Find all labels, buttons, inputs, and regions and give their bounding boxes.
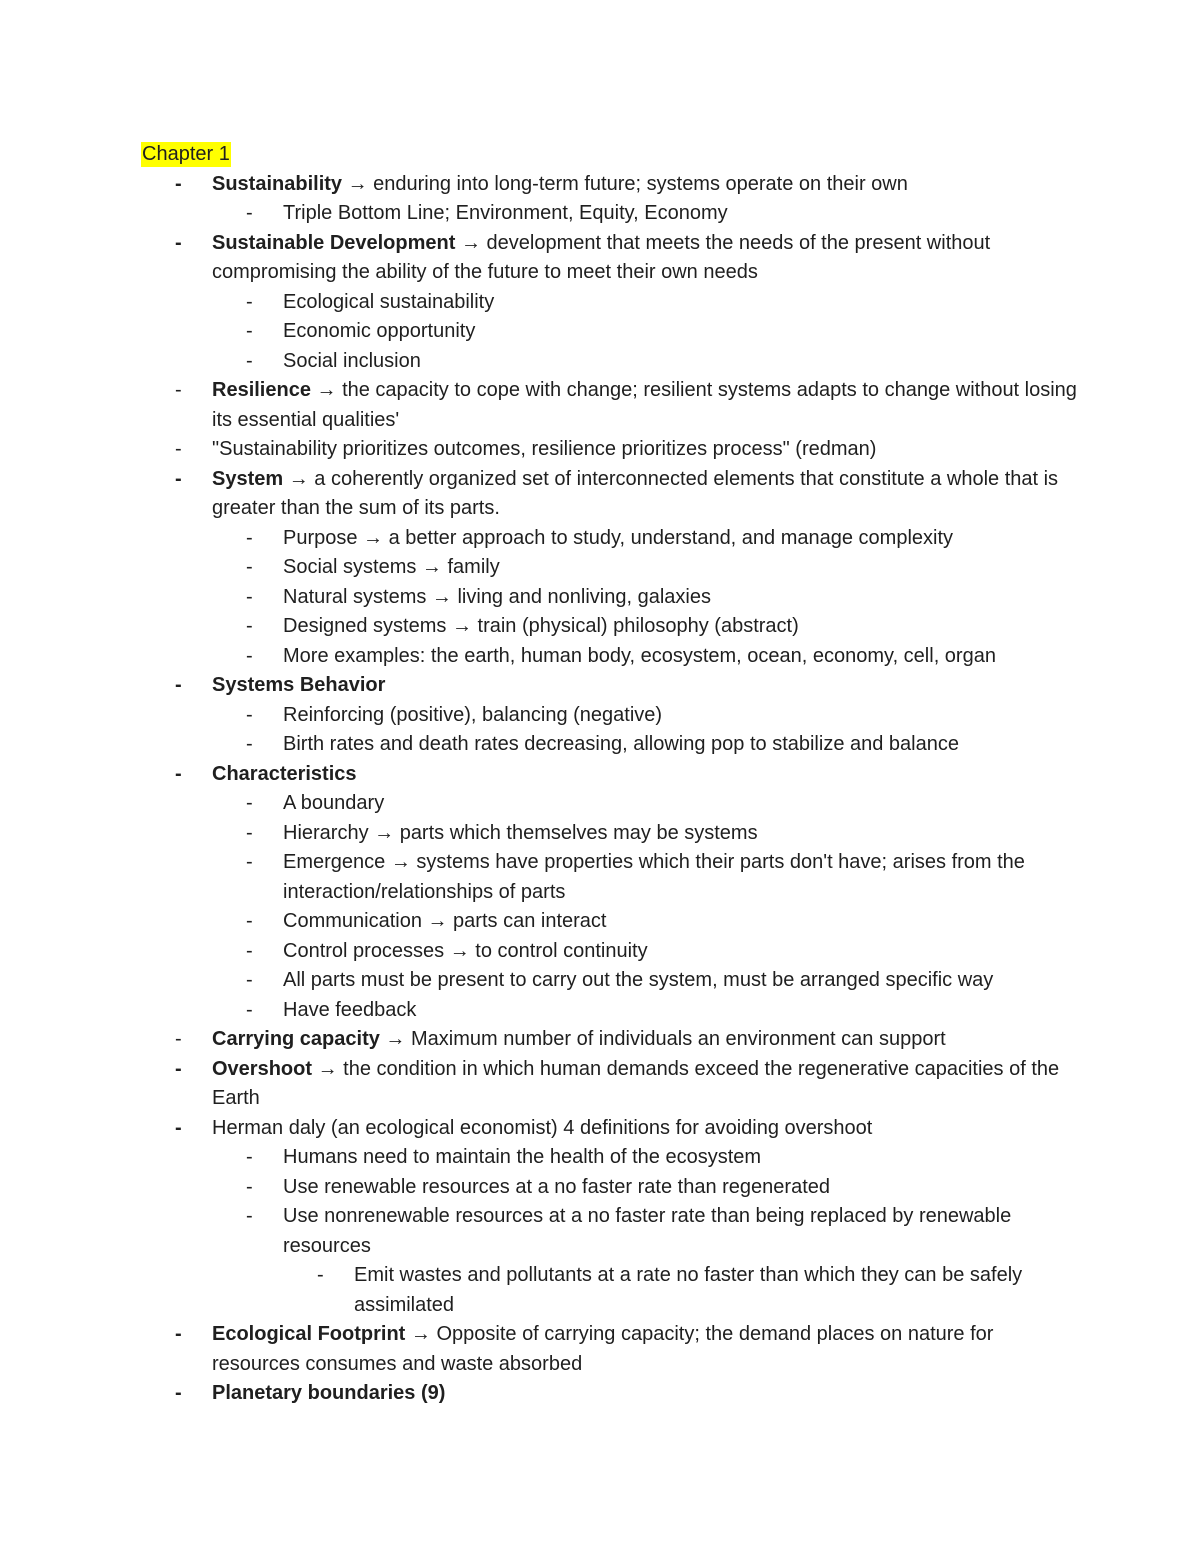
list-item: [212, 288, 1081, 318]
list-item: [212, 612, 1081, 642]
list-item-text: Emit wastes and pollutants at a rate no faster than which they can be safely assimilated: [354, 1264, 1023, 1316]
outline-item: [141, 465, 1081, 672]
definition-term: Overshoot: [212, 1057, 313, 1080]
list-item-text: Purpose → a better approach to study, understand, and manage complexity: [283, 526, 954, 549]
definition-term: Planetary boundaries (9): [212, 1382, 446, 1404]
list-bullet-dash: -: [246, 703, 253, 726]
outline-item: [141, 229, 1081, 377]
definition-term: Systems Behavior: [212, 674, 386, 696]
list-item: [212, 642, 1081, 672]
sub-sub-list: [283, 1261, 1081, 1320]
outline-item-line: [212, 1025, 1081, 1055]
list-bullet-dash: -: [246, 556, 253, 578]
definition-text: Herman daly (an ecological economist) 4 definitions for avoiding overshoot: [212, 1116, 873, 1139]
outline-item: [141, 1379, 1081, 1409]
list-item: [212, 347, 1081, 377]
list-bullet-dash: -: [246, 969, 253, 991]
list-item: [212, 1143, 1081, 1173]
list-bullet-dash: -: [175, 438, 182, 460]
list-item-text: Humans need to maintain the health of the ecosystem: [283, 1146, 762, 1168]
list-bullet-dash: -: [246, 585, 253, 608]
list-bullet-dash: -: [246, 526, 253, 549]
outline-item: [141, 170, 1081, 229]
list-bullet-dash: -: [246, 320, 253, 342]
list-bullet-dash: -: [246, 349, 253, 372]
outline-item: [141, 1320, 1081, 1379]
list-bullet-dash: -: [175, 379, 182, 401]
list-bullet-dash: -: [246, 851, 253, 873]
list-bullet-dash: -: [317, 1264, 324, 1286]
list-item: [212, 1202, 1081, 1320]
outline-item-line: [212, 1055, 1081, 1114]
sub-list: [212, 524, 1081, 672]
list-item-text: Designed systems → train (physical) philosophy (abstract): [283, 615, 799, 637]
sub-list: [212, 789, 1081, 1025]
chapter-heading-text: Chapter 1: [142, 143, 230, 165]
list-item: [212, 1173, 1081, 1203]
outline-item: [141, 671, 1081, 760]
list-item-text: Ecological sustainability: [283, 290, 495, 313]
list-item: [212, 907, 1081, 937]
list-bullet-dash: -: [246, 615, 253, 637]
list-item: [212, 819, 1081, 849]
definition-text: → Maximum number of individuals an environment can support: [379, 1028, 946, 1050]
list-bullet-dash: -: [175, 172, 182, 195]
outline-item-line: [212, 170, 1081, 200]
list-item-text: Social inclusion: [283, 349, 421, 372]
list-bullet-dash: -: [246, 290, 253, 313]
list-item: [212, 937, 1081, 967]
definition-text: → Opposite of carrying capacity; the demand places on nature for resources consumes and waste absorbed: [212, 1323, 994, 1375]
list-item: [212, 966, 1081, 996]
list-bullet-dash: -: [175, 762, 182, 785]
list-bullet-dash: -: [246, 1146, 253, 1168]
outline-item-line: [212, 229, 1081, 288]
list-item-text: More examples: the earth, human body, ecosystem, ocean, economy, cell, organ: [283, 644, 996, 667]
outline-item-line: [212, 1114, 1081, 1144]
list-item: [212, 199, 1081, 229]
definition-text: "Sustainability prioritizes outcomes, resilience prioritizes process" (redman): [212, 438, 877, 460]
list-bullet-dash: -: [175, 231, 182, 254]
list-bullet-dash: -: [175, 1323, 182, 1345]
list-item-text: Economic opportunity: [283, 320, 476, 342]
list-item-text: Natural systems → living and nonliving, galaxies: [283, 585, 711, 608]
document-body: [141, 140, 1081, 1409]
definition-text: → enduring into long-term future; systems operate on their own: [342, 172, 908, 195]
list-bullet-dash: -: [246, 939, 253, 962]
list-bullet-dash: -: [246, 202, 253, 224]
definition-term: Sustainability: [212, 172, 343, 195]
list-item-text: Have feedback: [283, 998, 417, 1021]
list-item-text: Birth rates and death rates decreasing, allowing pop to stabilize and balance: [283, 733, 959, 755]
list-item: [212, 848, 1081, 907]
outline-item-line: [212, 1320, 1081, 1379]
sub-list: [212, 701, 1081, 760]
list-item-text: Control processes → to control continuity: [283, 939, 648, 962]
list-bullet-dash: -: [175, 467, 182, 490]
definition-term: Carrying capacity: [212, 1028, 380, 1050]
outline-item: [141, 376, 1081, 435]
list-bullet-dash: -: [246, 910, 253, 932]
list-bullet-dash: -: [175, 1382, 182, 1404]
list-item: [212, 789, 1081, 819]
list-item: [212, 583, 1081, 613]
outline-item-line: [212, 1379, 1081, 1409]
definition-text: → the capacity to cope with change; resilient systems adapts to change without losing its essential qualities': [212, 379, 1077, 431]
list-item: [212, 317, 1081, 347]
list-item-text: Triple Bottom Line; Environment, Equity, Economy: [283, 202, 728, 224]
list-bullet-dash: -: [246, 998, 253, 1021]
list-item-text: A boundary: [283, 792, 385, 814]
list-item-text: Social systems → family: [283, 556, 500, 578]
list-item: [212, 553, 1081, 583]
list-bullet-dash: -: [246, 821, 253, 844]
list-item-text: Hierarchy → parts which themselves may be systems: [283, 821, 758, 844]
list-bullet-dash: -: [175, 674, 182, 696]
definition-term: Characteristics: [212, 762, 357, 785]
definition-text: → development that meets the needs of the present without compromising the ability of the future to meet their own needs: [212, 231, 991, 283]
outline-item-line: [212, 465, 1081, 524]
list-item: [212, 996, 1081, 1026]
list-bullet-dash: -: [246, 644, 253, 667]
outline-item: [141, 435, 1081, 465]
list-item-text: All parts must be present to carry out the system, must be arranged specific way: [283, 969, 994, 991]
list-item-text: Use renewable resources at a no faster rate than regenerated: [283, 1175, 830, 1198]
outline-item: [141, 1055, 1081, 1114]
list-item: [212, 524, 1081, 554]
list-bullet-dash: -: [246, 1205, 253, 1227]
outline-list: [141, 170, 1081, 1409]
list-bullet-dash: -: [246, 1175, 253, 1198]
list-bullet-dash: -: [246, 792, 253, 814]
outline-item-line: [212, 671, 1081, 701]
definition-term: Resilience: [212, 379, 311, 401]
list-item: [212, 701, 1081, 731]
definition-term: Ecological Footprint: [212, 1323, 406, 1345]
list-bullet-dash: -: [175, 1028, 182, 1050]
list-bullet-dash: -: [175, 1057, 182, 1080]
outline-item-line: [212, 435, 1081, 465]
list-item-text: Emergence → systems have properties which their parts don't have; arises from the interaction/relationships of parts: [283, 851, 1025, 903]
list-item-text: Use nonrenewable resources at a no faster rate than being replaced by renewable resources: [283, 1205, 1012, 1257]
list-bullet-dash: -: [246, 733, 253, 755]
outline-item: [141, 1025, 1081, 1055]
outline-item: [141, 1114, 1081, 1321]
definition-term: System: [212, 467, 284, 490]
definition-term: Sustainable Development: [212, 231, 456, 254]
chapter-heading: [141, 140, 231, 170]
list-item-text: Reinforcing (positive), balancing (negative): [283, 703, 663, 726]
list-item: [212, 730, 1081, 760]
definition-text: → a coherently organized set of interconnected elements that constitute a whole that is greater than the sum of its parts.: [212, 467, 1059, 519]
outline-item-line: [212, 376, 1081, 435]
outline-item-line: [212, 760, 1081, 790]
list-item: [283, 1261, 1081, 1320]
sub-list: [212, 199, 1081, 229]
list-bullet-dash: -: [175, 1116, 182, 1139]
sub-list: [212, 1143, 1081, 1320]
list-item-text: Communication → parts can interact: [283, 910, 607, 932]
outline-item: [141, 760, 1081, 1026]
sub-list: [212, 288, 1081, 377]
definition-text: → the condition in which human demands exceed the regenerative capacities of the Earth: [212, 1057, 1060, 1109]
